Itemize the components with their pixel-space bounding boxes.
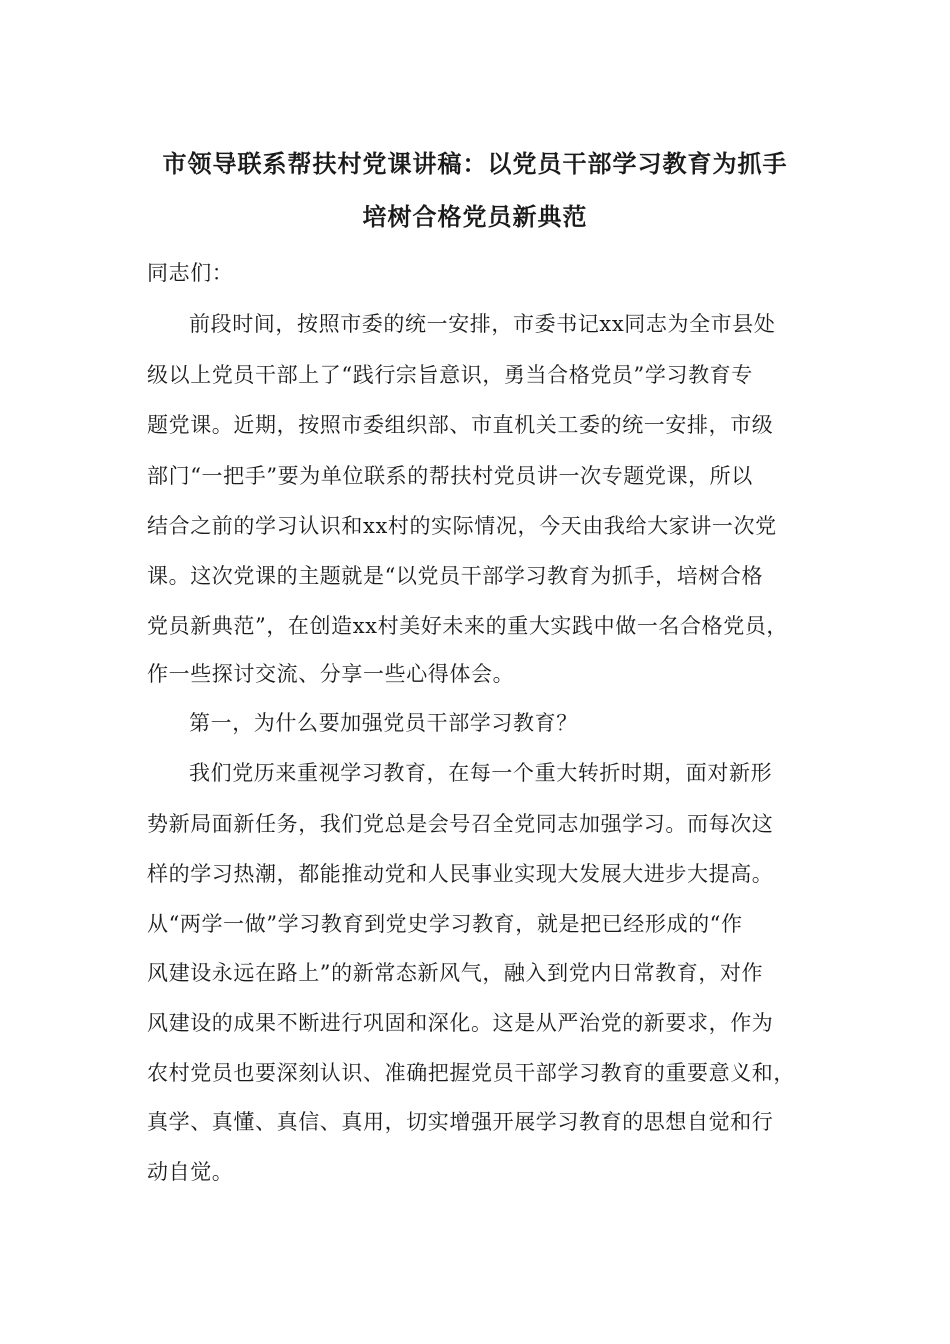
paragraph-line: 前段时间，按照市委的统一安排，市委书记xx同志为全市县处: [189, 312, 776, 336]
section-heading: 第一，为什么要加强党员干部学习教育？: [189, 711, 578, 735]
paragraph-line: 风建设的成果不断进行巩固和深化。这是从严治党的新要求，作为: [147, 1011, 774, 1035]
paragraph-line: 课。这次党课的主题就是“以党员干部学习教育为抓手，培树合格: [147, 564, 764, 588]
paragraph-line: 样的学习热潮，都能推动党和人民事业实现大发展大进步大提高。: [147, 862, 774, 886]
paragraph-line: 作一些探讨交流、分享一些心得体会。: [147, 662, 515, 686]
paragraph-line: 党员新典范”，在创造xx村美好未来的重大实践中做一名合格党员，: [147, 614, 789, 638]
paragraph-line: 从“两学一做”学习教育到党史学习教育，就是把已经形成的“作: [147, 912, 743, 936]
paragraph-line: 动自觉。: [147, 1160, 234, 1184]
paragraph-line: 风建设永远在路上”的新常态新风气，融入到党内日常教育，对作: [147, 961, 764, 985]
paragraph-line: 势新局面新任务，我们党总是会号召全党同志加强学习。而每次这: [147, 812, 774, 836]
document-title-line-2: 培树合格党员新典范: [362, 202, 588, 231]
paragraph-line: 农村党员也要深刻认识、准确把握党员干部学习教育的重要意义和，: [147, 1061, 795, 1085]
paragraph-line: 题党课。近期，按照市委组织部、市直机关工委的统一安排，市级: [147, 413, 774, 437]
document-title-line-1: 市领导联系帮扶村党课讲稿：以党员干部学习教育为抓手: [162, 149, 788, 178]
salutation: 同志们：: [147, 261, 234, 285]
paragraph-line: 结合之前的学习认识和xx村的实际情况，今天由我给大家讲一次党: [147, 514, 777, 538]
paragraph-line: 真学、真懂、真信、真用，切实增强开展学习教育的思想自觉和行: [147, 1110, 774, 1134]
paragraph-line: 部门“一把手”要为单位联系的帮扶村党员讲一次专题党课，所以: [147, 464, 753, 488]
paragraph-line: 级以上党员干部上了“践行宗旨意识，勇当合格党员”学习教育专: [147, 363, 753, 387]
paragraph-line: 我们党历来重视学习教育，在每一个重大转折时期，面对新形: [189, 761, 773, 785]
